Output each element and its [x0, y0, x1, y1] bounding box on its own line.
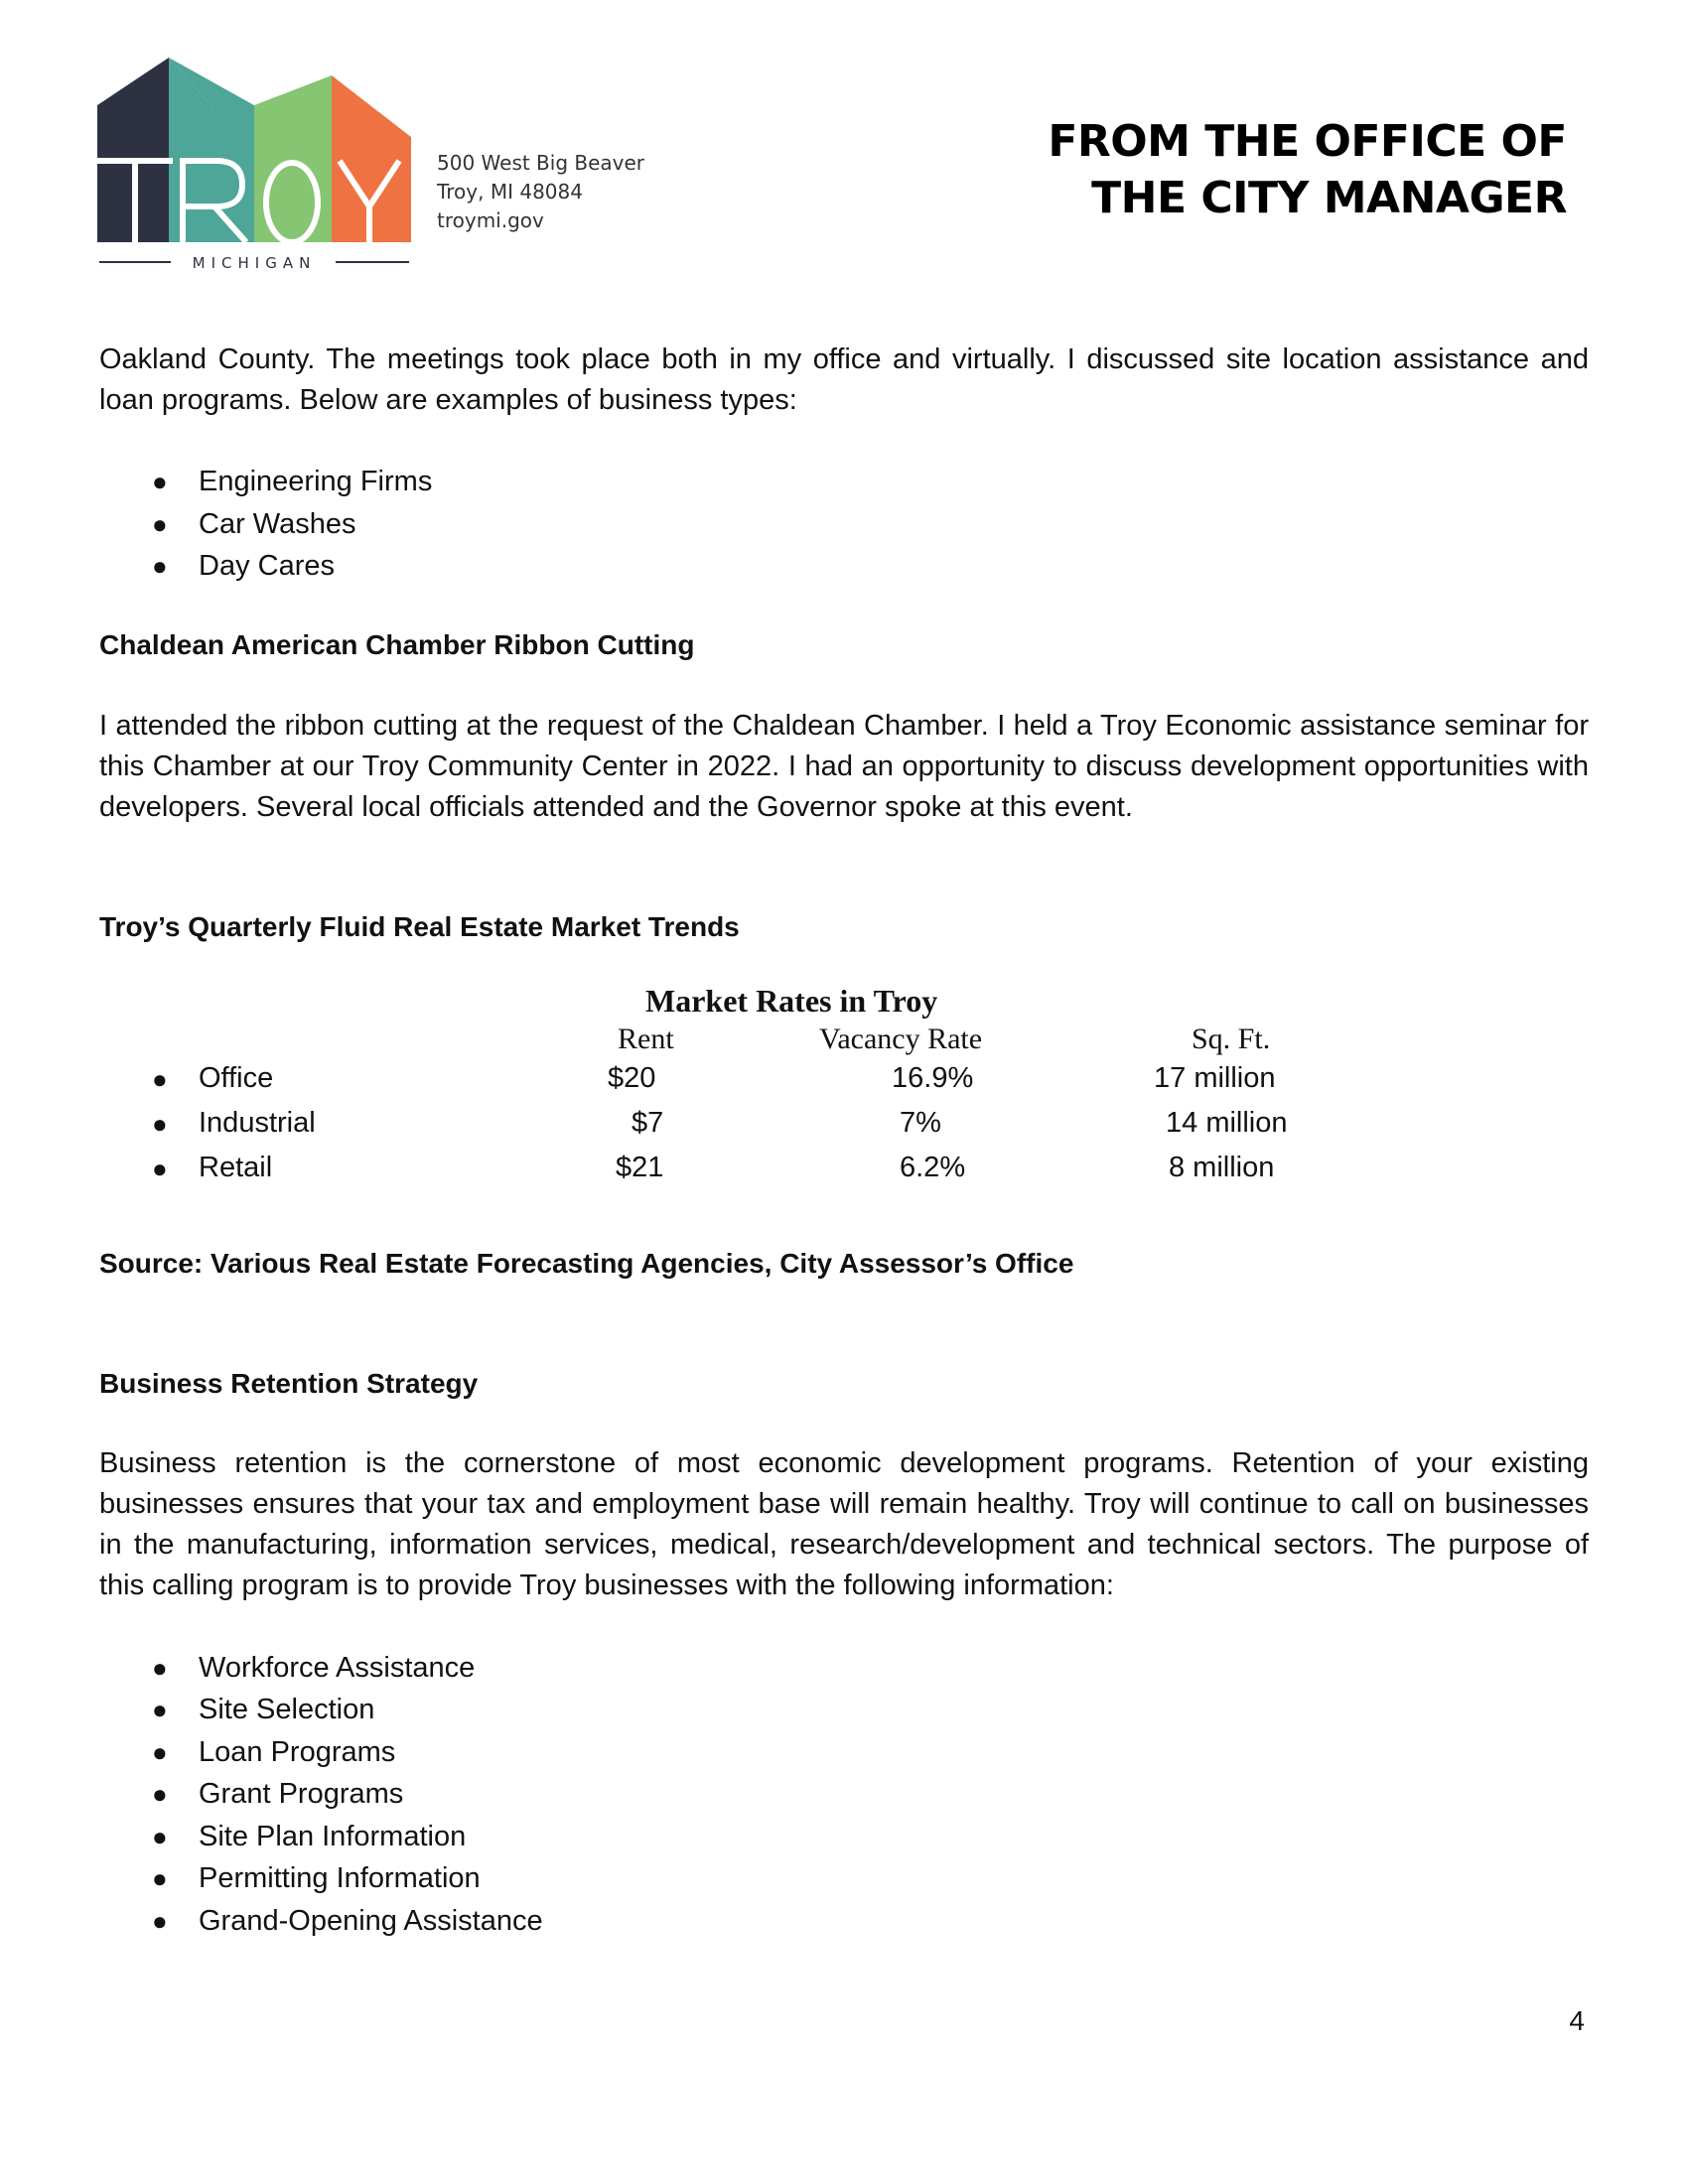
rent-cell: $20 — [608, 1061, 656, 1094]
list-item: ● Permitting Information — [99, 1857, 1589, 1900]
bullet-icon: ● — [152, 1063, 168, 1094]
vacancy-cell: 16.9% — [892, 1061, 974, 1094]
list-item: ● Site Selection — [99, 1689, 1589, 1731]
list-item: ● Grand-Opening Assistance — [99, 1900, 1589, 1943]
market-heading: Troy’s Quarterly Fluid Real Estate Market Trends — [99, 910, 740, 942]
chaldean-heading: Chaldean American Chamber Ribbon Cutting — [99, 628, 695, 660]
troy-logo — [97, 58, 411, 272]
bullet-icon: ● — [152, 1153, 168, 1183]
document-body — [99, 340, 1589, 1942]
bullet-icon: ● — [152, 551, 168, 581]
page-number: 4 — [1569, 2005, 1585, 2036]
list-item: ● Day Cares — [99, 545, 1589, 588]
table-row — [99, 1152, 1589, 1195]
vacancy-cell: 7% — [900, 1106, 941, 1139]
list-item: ● Loan Programs — [99, 1731, 1589, 1774]
sqft-cell: 8 million — [1169, 1151, 1275, 1183]
bullet-icon: ● — [152, 1108, 168, 1139]
intro-paragraph: Oakland County. The meetings took place both in my office and virtually. I discussed site location assistance and loan programs. Below are examples of business types: — [99, 343, 1589, 416]
row-label: Industrial — [199, 1106, 316, 1139]
row-label: Office — [199, 1061, 274, 1094]
bullet-icon: ● — [152, 1863, 168, 1893]
bullet-icon: ● — [152, 1905, 168, 1936]
market-table-title: Market Rates in Troy — [645, 982, 938, 1019]
office-heading — [1048, 113, 1567, 226]
list-item: ● Workforce Assistance — [99, 1647, 1589, 1690]
vacancy-cell: 6.2% — [900, 1151, 966, 1183]
bullet-icon: ● — [152, 1821, 168, 1851]
market-rates-table — [99, 983, 1589, 1201]
address-city: Troy, MI 48084 — [437, 180, 583, 204]
chaldean-paragraph: I attended the ribbon cutting at the request of the Chaldean Chamber. I held a Troy Economic assistance seminar for this Chamber at our Troy Community Center in 2022. I had an opportunity to discuss development opportunities with developers. Several local officials attended and the Governor spoke at this event. — [99, 709, 1589, 823]
sqft-cell: 17 million — [1154, 1061, 1276, 1094]
retention-paragraph: Business retention is the cornerstone of most economic development programs. Retention of your existing businesses ensures that your tax and employment base will remain healthy. Troy will continue to call on businesses in the manufacturing, information services, medical, research/development and technical sectors. The purpose of this calling program is to provide Troy businesses with the following information: — [99, 1446, 1589, 1601]
list-item: ● Grant Programs — [99, 1773, 1589, 1816]
table-row — [99, 1062, 1589, 1106]
bullet-icon: ● — [152, 1736, 168, 1767]
office-heading-line1: FROM THE OFFICE OF — [1048, 116, 1567, 167]
website-link[interactable]: troymi.gov — [437, 208, 544, 232]
bullet-icon: ● — [152, 467, 168, 496]
business-types-list — [99, 461, 1589, 588]
row-label: Retail — [199, 1151, 273, 1183]
table-row — [99, 1107, 1589, 1151]
list-item: ● Site Plan Information — [99, 1816, 1589, 1858]
column-header-vacancy: Vacancy Rate — [819, 1022, 983, 1055]
market-source: Source: Various Real Estate Forecasting Agencies, City Assessor’s Office — [99, 1247, 1074, 1279]
bullet-icon: ● — [152, 1652, 168, 1683]
address-street: 500 West Big Beaver — [437, 151, 645, 175]
office-heading-line2: THE CITY MANAGER — [1091, 173, 1567, 223]
rent-cell: $21 — [616, 1151, 664, 1183]
bullet-icon: ● — [152, 1779, 168, 1809]
retention-heading: Business Retention Strategy — [99, 1367, 479, 1399]
list-item: ● Car Washes — [99, 503, 1589, 546]
bullet-icon: ● — [152, 1695, 168, 1724]
sqft-cell: 14 million — [1166, 1106, 1288, 1139]
logo-michigan-text: MICHIGAN — [192, 254, 317, 272]
bullet-icon: ● — [152, 508, 168, 539]
list-item: ● Engineering Firms — [99, 461, 1589, 503]
retention-info-list — [99, 1647, 1589, 1943]
column-header-rent: Rent — [618, 1022, 674, 1055]
city-address — [437, 149, 644, 235]
column-header-sqft: Sq. Ft. — [1192, 1022, 1271, 1055]
rent-cell: $7 — [632, 1106, 664, 1139]
